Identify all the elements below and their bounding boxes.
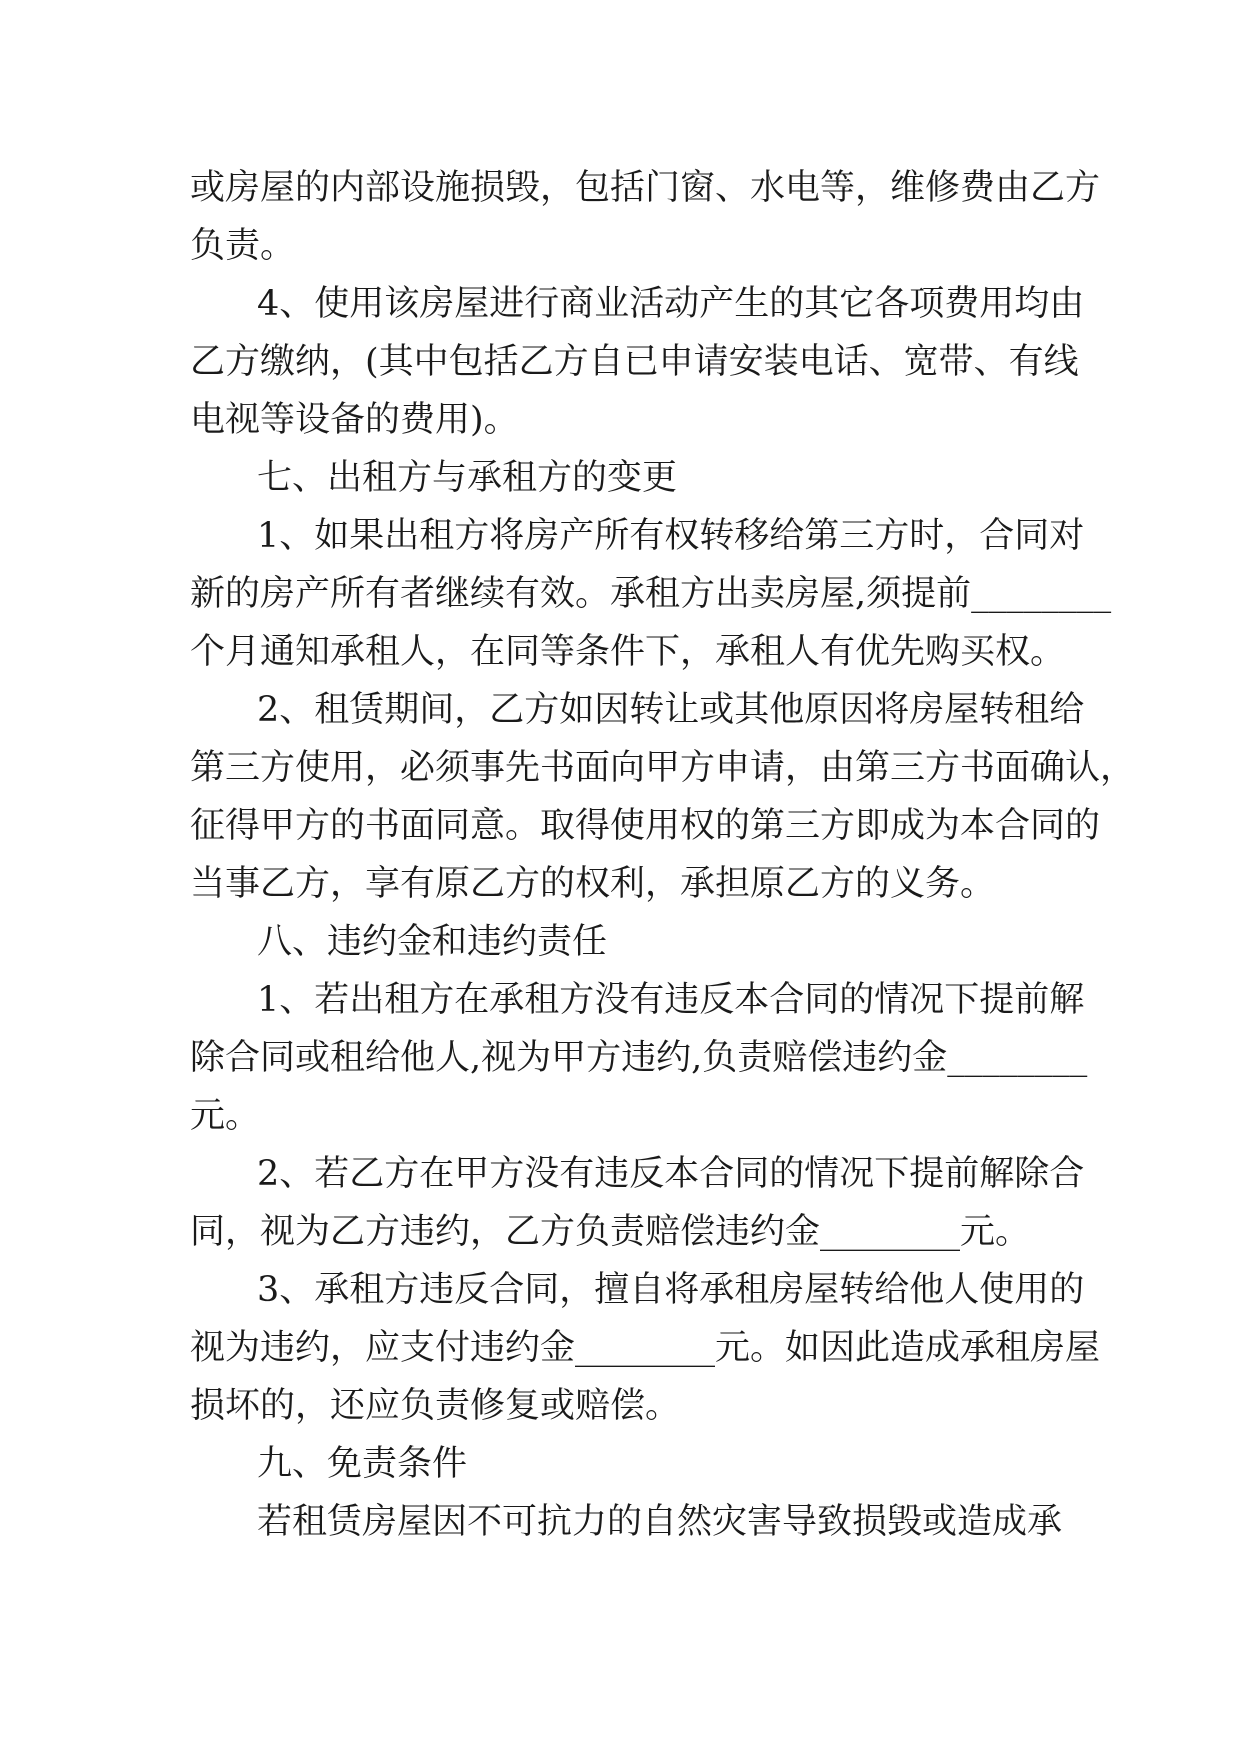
text-line: 元。 (190, 1096, 261, 1136)
text-line: 4、使用该房屋进行商业活动产生的其它各项费用均由 (257, 284, 1085, 324)
text-line: 视为违约，应支付违约金________元。如因此造成承租房屋 (190, 1328, 1101, 1368)
text-line: 1、若出租方在承租方没有违反本合同的情况下提前解 (257, 980, 1085, 1020)
text-line: 除合同或租给他人,视为甲方违约,负责赔偿违约金________ (190, 1038, 1088, 1078)
text-line: 乙方缴纳，(其中包括乙方自已申请安装电话、宽带、有线 (190, 342, 1079, 382)
text-line: 2、若乙方在甲方没有违反本合同的情况下提前解除合 (257, 1154, 1085, 1194)
text-line: 个月通知承租人，在同等条件下，承租人有优先购买权。 (190, 632, 1066, 672)
text-line: 若租赁房屋因不可抗力的自然灾害导致损毁或造成承 (257, 1502, 1063, 1542)
text-line: 2、租赁期间，乙方如因转让或其他原因将房屋转租给 (257, 690, 1085, 730)
text-line: 损坏的，还应负责修复或赔偿。 (190, 1386, 681, 1426)
text-line: 征得甲方的书面同意。取得使用权的第三方即成为本合同的 (190, 806, 1101, 846)
section-heading: 九、免责条件 (257, 1444, 468, 1484)
text-line: 新的房产所有者继续有效。承租方出卖房屋,须提前________ (190, 574, 1112, 614)
text-line: 同，视为乙方违约，乙方负责赔偿违约金________元。 (190, 1212, 1031, 1252)
text-line: 1、如果出租方将房产所有权转移给第三方时，合同对 (257, 516, 1085, 556)
text-line: 负责。 (190, 226, 296, 266)
text-line: 当事乙方，享有原乙方的权利，承担原乙方的义务。 (190, 864, 996, 904)
section-heading: 七、出租方与承租方的变更 (257, 458, 678, 498)
text-line: 电视等设备的费用)。 (190, 400, 519, 440)
section-heading: 八、违约金和违约责任 (257, 922, 608, 962)
text-line: 第三方使用，必须事先书面向甲方申请，由第三方书面确认， (190, 748, 1136, 788)
text-line: 3、承租方违反合同，擅自将承租房屋转给他人使用的 (257, 1270, 1085, 1310)
text-line: 或房屋的内部设施损毁，包括门窗、水电等，维修费由乙方 (190, 168, 1101, 208)
